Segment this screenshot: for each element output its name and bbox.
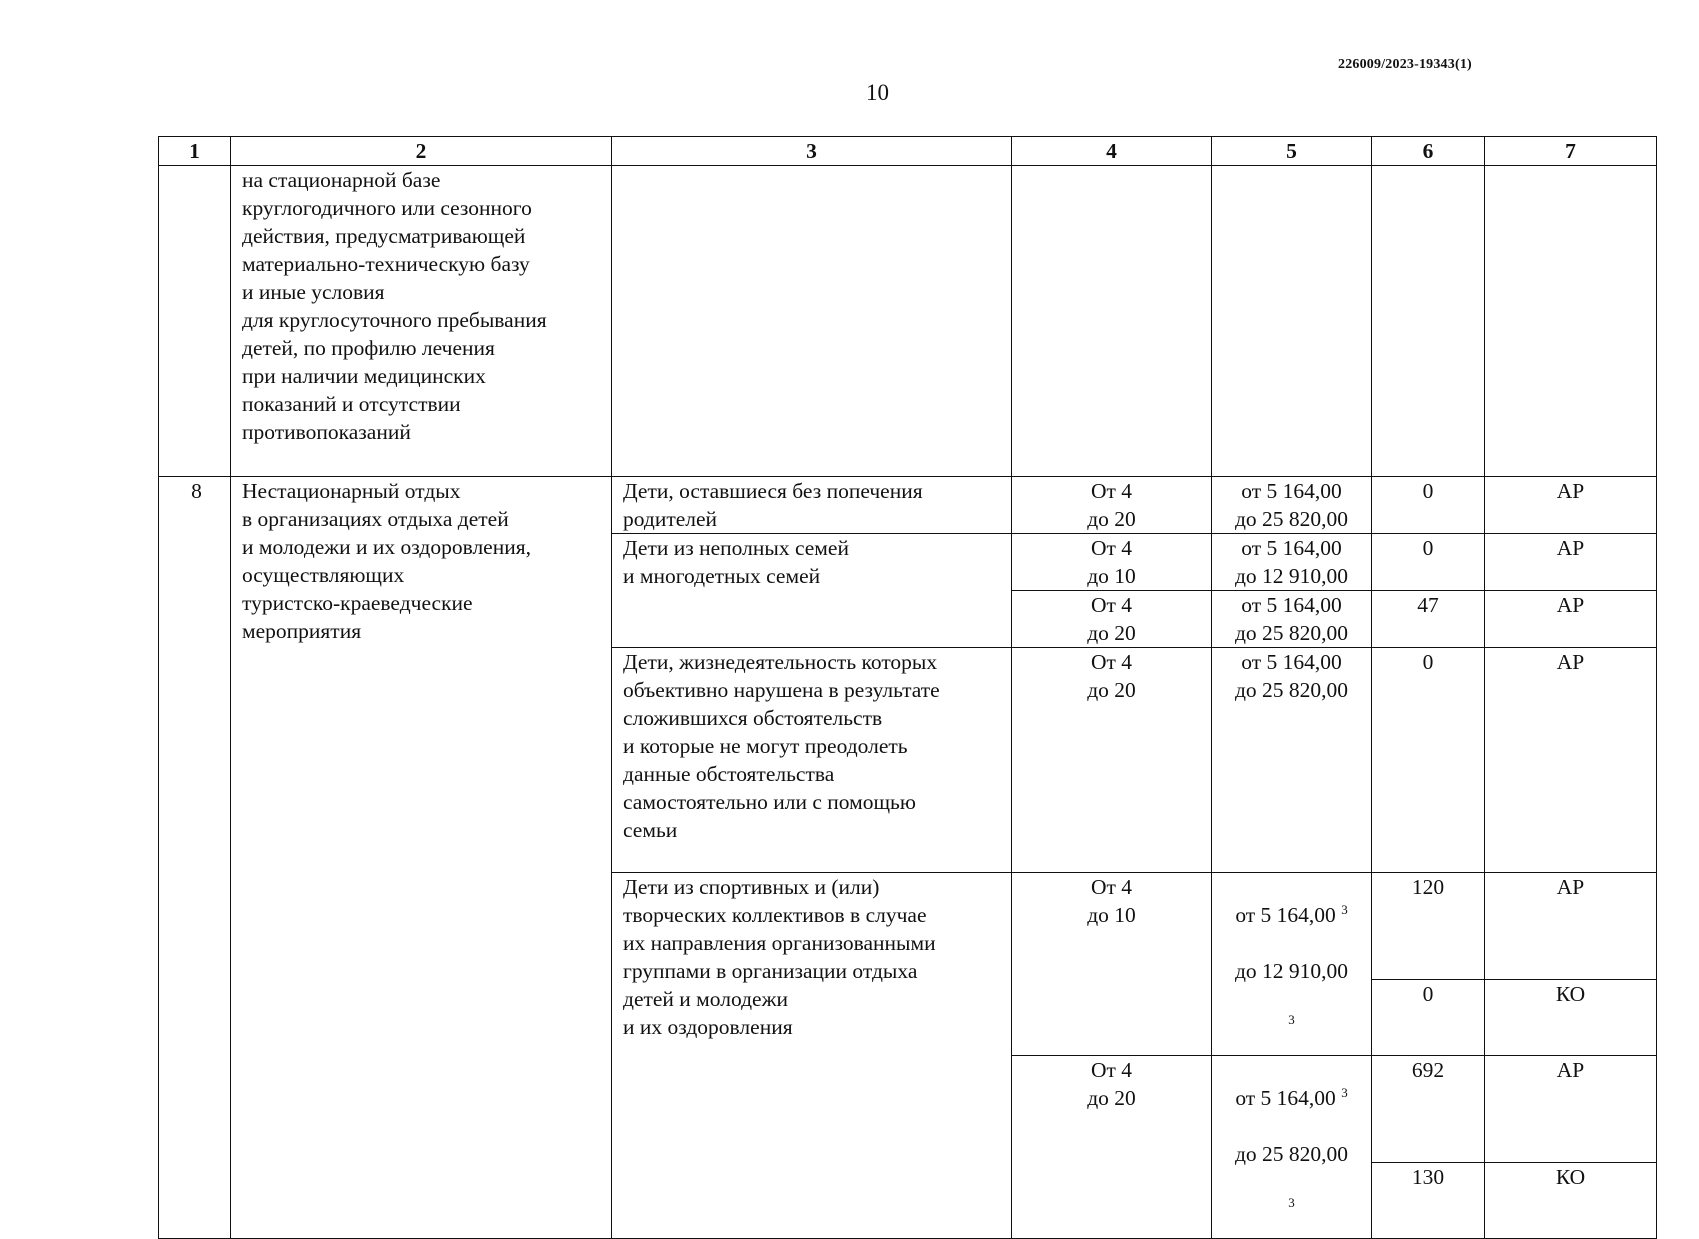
age-cell: От 4 до 10 (1012, 873, 1212, 1056)
price-cell: от 5 164,00 до 12 910,00 (1212, 534, 1372, 591)
category-cell: Дети, оставшиеся без попечения родителей (612, 477, 1012, 534)
footnote-mark: 3 (1341, 901, 1348, 917)
count-cell: 692 (1372, 1056, 1485, 1163)
cell-empty (612, 166, 1012, 477)
price-cell: от 5 164,00 до 25 820,00 (1212, 648, 1372, 873)
price-from: от 5 164,00 (1235, 903, 1336, 927)
column-header: 7 (1485, 137, 1657, 166)
code-cell: КО (1485, 1162, 1657, 1238)
cell-empty (1212, 166, 1372, 477)
footnote-mark: 3 (1341, 1084, 1348, 1100)
code-cell: АР (1485, 534, 1657, 591)
cell-empty (1485, 166, 1657, 477)
cell-empty (159, 166, 231, 477)
code-cell: АР (1485, 1056, 1657, 1163)
count-cell: 0 (1372, 979, 1485, 1055)
continuation-name-cell: на стационарной базе круглогодичного или сезонного действия, предусматривающей материально-техническую базу и иные условия для круглосуточного пребывания детей, по профилю лечения при наличии медицинских показаний и отсутствии противопоказаний (231, 166, 612, 477)
column-header: 3 (612, 137, 1012, 166)
age-cell: От 4 до 20 (1012, 648, 1212, 873)
price-cell (1212, 1056, 1372, 1239)
age-cell: От 4 до 20 (1012, 1056, 1212, 1239)
code-cell: АР (1485, 477, 1657, 534)
code-cell: АР (1485, 873, 1657, 980)
column-header: 6 (1372, 137, 1485, 166)
column-header: 1 (159, 137, 231, 166)
count-cell: 0 (1372, 477, 1485, 534)
benefits-table (158, 136, 1657, 1239)
cell-empty (1372, 166, 1485, 477)
column-header: 2 (231, 137, 612, 166)
price-to: до 25 820,00 (1234, 1142, 1349, 1166)
code-cell: АР (1485, 648, 1657, 873)
count-cell: 0 (1372, 648, 1485, 873)
column-header: 5 (1212, 137, 1372, 166)
footnote-mark: 3 (1288, 1195, 1295, 1210)
table-row (159, 166, 1657, 477)
table-header-row (159, 137, 1657, 166)
code-cell: КО (1485, 979, 1657, 1055)
age-cell: От 4 до 10 (1012, 534, 1212, 591)
category-cell: Дети из спортивных и (или) творческих коллективов в случае их направления организованными группами в организации отдыха детей и молодежи и их оздоровления (612, 873, 1012, 1239)
price-cell: от 5 164,00 до 25 820,00 (1212, 477, 1372, 534)
cell-empty (1012, 166, 1212, 477)
price-cell (1212, 873, 1372, 1056)
code-cell: АР (1485, 591, 1657, 648)
page-number: 10 (866, 80, 889, 105)
category-cell: Дети, жизнедеятельность которых объективно нарушена в результате сложившихся обстоятельств и которые не могут преодолеть данные обстоятельства самостоятельно или с помощью семьи (612, 648, 1012, 873)
age-cell: От 4 до 20 (1012, 477, 1212, 534)
category-cell: Дети из неполных семей и многодетных семей (612, 534, 1012, 648)
count-cell: 130 (1372, 1162, 1485, 1238)
count-cell: 47 (1372, 591, 1485, 648)
age-cell: От 4 до 20 (1012, 591, 1212, 648)
footnote-mark: 3 (1288, 1012, 1295, 1027)
column-header: 4 (1012, 137, 1212, 166)
document-id: 226009/2023-19343(1) (1338, 57, 1472, 72)
table-row (159, 477, 1657, 534)
service-name-cell: Нестационарный отдых в организациях отдыха детей и молодежи и их оздоровления, осуществляющих туристско-краеведческие мероприятия (231, 477, 612, 1239)
count-cell: 120 (1372, 873, 1485, 980)
row-number: 8 (159, 477, 231, 1239)
price-cell: от 5 164,00 до 25 820,00 (1212, 591, 1372, 648)
price-to: до 12 910,00 (1234, 959, 1349, 983)
price-from: от 5 164,00 (1235, 1086, 1336, 1110)
count-cell: 0 (1372, 534, 1485, 591)
